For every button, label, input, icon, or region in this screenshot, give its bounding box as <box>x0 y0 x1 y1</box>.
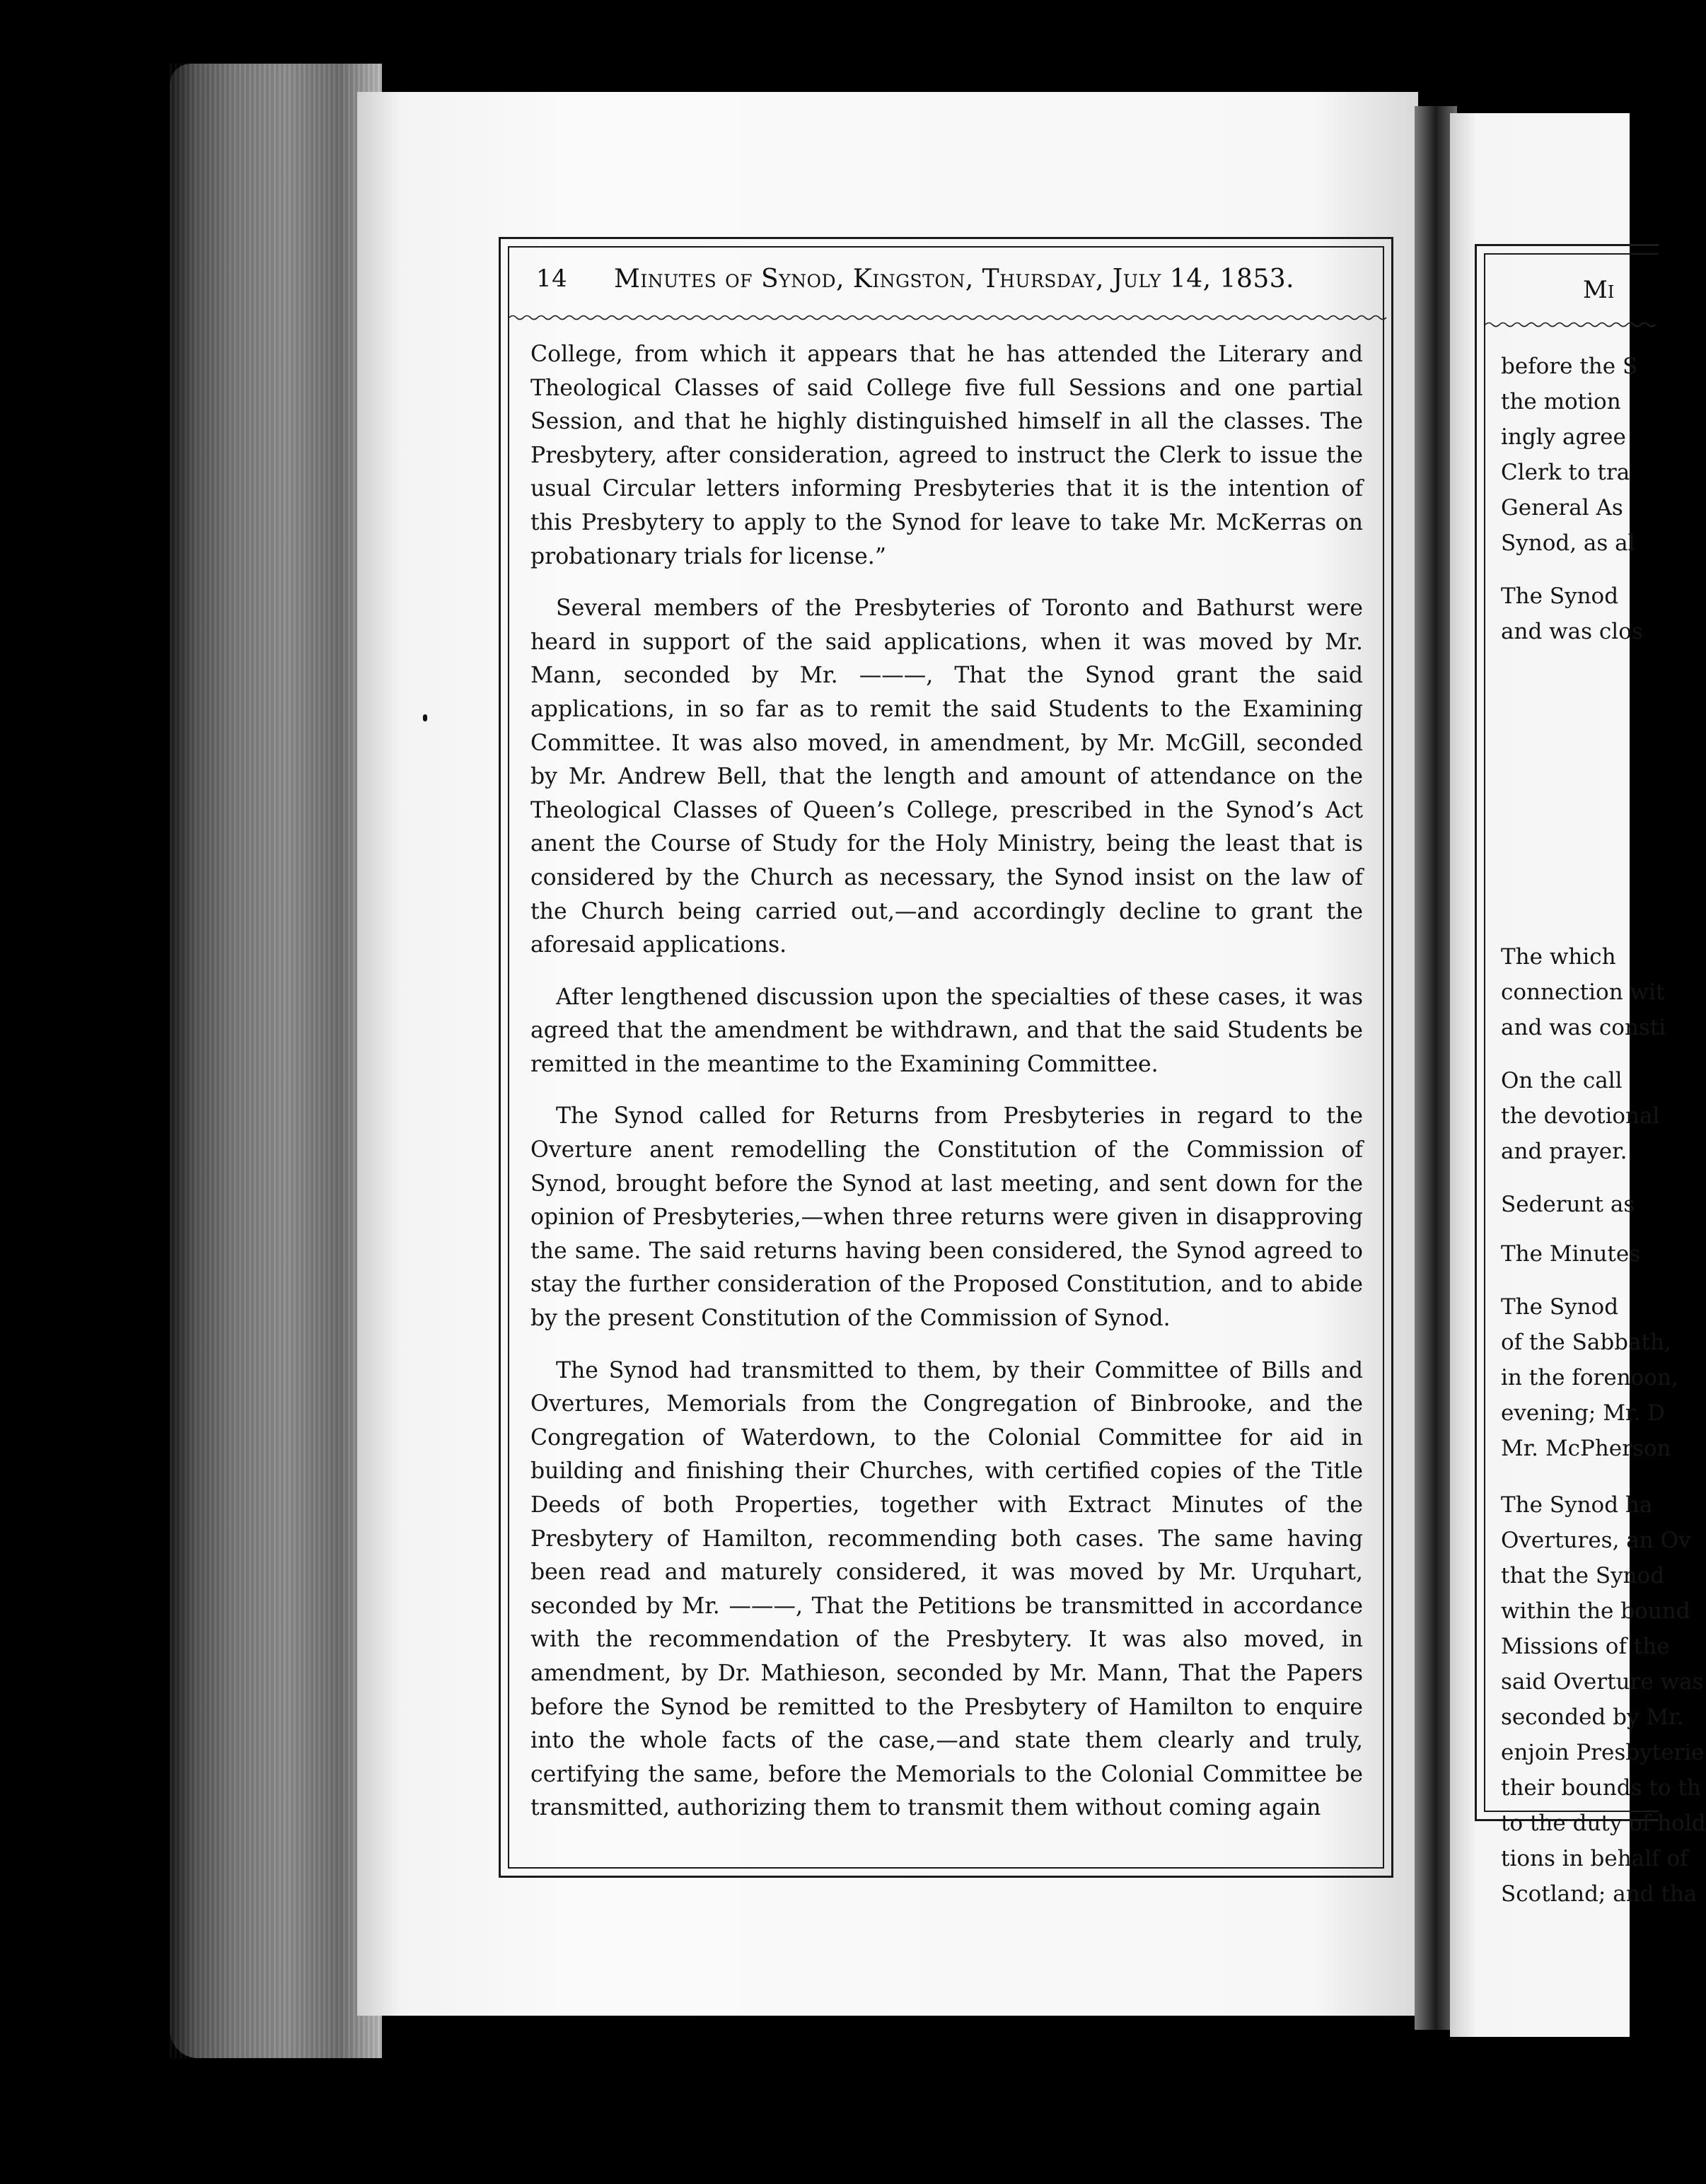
right-page-line: The which <box>1501 944 1616 970</box>
right-page-line: evening; Mr. D <box>1501 1400 1665 1426</box>
right-page-line: the devotional <box>1501 1103 1660 1129</box>
page-header <box>509 248 1383 310</box>
right-page-line: Sederunt as <box>1501 1192 1635 1217</box>
right-page-line: and was clos <box>1501 619 1643 644</box>
right-page-line: within the bound <box>1501 1598 1690 1624</box>
right-page-line: before the S <box>1501 354 1638 379</box>
right-page-line: of the Sabbath, <box>1501 1330 1671 1355</box>
right-page-line: The Synod <box>1501 1294 1619 1320</box>
right-page-line: General As <box>1501 495 1623 521</box>
right-page-inner-frame <box>1484 253 1706 1907</box>
right-page-line: The Synod ha <box>1501 1492 1653 1518</box>
right-page-line: in the forenoon, <box>1501 1365 1678 1390</box>
right-page-line: ingly agree <box>1501 424 1626 450</box>
right-page-line: Scotland; and tha <box>1501 1881 1698 1907</box>
right-page-line: seconded by Mr. <box>1501 1704 1684 1730</box>
right-page-line: Overtures, an Ov <box>1501 1528 1691 1553</box>
right-page-frame <box>1475 244 1706 1907</box>
right-running-head: Mi <box>1583 276 1615 304</box>
paragraph: After lengthened discussion upon the specialties of these cases, it was agreed that the amendment be withdrawn, and that the said Students be remitted in the meantime to the Examining Committee. <box>530 984 1363 1077</box>
right-page-line: On the call <box>1501 1068 1623 1093</box>
ink-speck <box>423 714 427 721</box>
right-page-line: and prayer. <box>1501 1139 1627 1164</box>
right-page-line: Mr. McPherson <box>1501 1436 1671 1461</box>
header-wavy-rule <box>509 313 1386 323</box>
right-page-line: that the Synod <box>1501 1563 1665 1588</box>
book-page-edges <box>170 64 382 2058</box>
right-page-line: connection wit <box>1501 980 1665 1005</box>
right-page-line: the motion <box>1501 389 1621 414</box>
left-page-inner-frame <box>508 246 1384 1869</box>
right-page-line: and was consti <box>1501 1015 1666 1040</box>
paragraph: Several members of the Presbyteries of Toronto and Bathurst were heard in support of the said applications, when it was moved by Mr. Mann, seconded by Mr. ———, That the Synod grant the said applications, in so far as to remit the said Students to the Examining Committee. It was also moved, in amendment, by Mr. McGill, seconded by Mr. Andrew Bell, that the length and amount of attendance on the Theological Classes of Queen’s College, prescribed in the Synod’s Act anent the Course of Study for the Holy Ministry, being the least that is considered by the Church as necessary, the Synod insist on the law of the Church being carried out,—and accordingly decline to grant the aforesaid applications. <box>530 596 1363 958</box>
right-page-line: their bounds to th <box>1501 1775 1701 1801</box>
right-header-wavy-rule <box>1485 320 1655 330</box>
right-page-line: said Overture was <box>1501 1669 1704 1695</box>
page-number: 14 <box>536 265 568 293</box>
right-page-line: The Minutes <box>1501 1241 1641 1267</box>
running-head: Minutes of Synod, Kingston, Thursday, July 14, 1853. <box>614 264 1295 294</box>
right-page-line: The Synod <box>1501 583 1619 609</box>
right-page-line: to the duty of hold <box>1501 1811 1706 1836</box>
paragraph: College, from which it appears that he has attended the Literary and Theological Classes of said College five full Sessions and one partial Session, and that he highly distinguished himself in all the classes. The Presbytery, after consideration, agreed to instruct the Clerk to issue the usual Circular letters informing Presbyteries that it is the intention of this Presbytery to apply to the Synod for leave to take Mr. McKerras on probationary trials for license.” <box>530 342 1363 569</box>
paragraph: The Synod had transmitted to them, by their Committee of Bills and Overtures, Memorials from the Congregation of Binbrooke, and the Congregation of Waterdown, to the Colonial Committee for aid in building and finishing their Churches, with certified copies of the Title Deeds of both Properties, together with Extract Minutes of the Presbytery of Hamilton, recommending both cases. The same having been read and maturely considered, it was moved by Mr. Urquhart, seconded by Mr. ———, That the Petitions be transmitted in accordance with the recommendation of the Presbytery. It was also moved, in amendment, by Dr. Mathieson, seconded by Mr. Mann, That the Papers before the Synod be remitted to the Presbytery of Hamilton to enquire into the whole facts of the case,—and state them clearly and truly, certifying the same, before the Memorials to the Colonial Committee be transmitted, authorizing them to transmit them without coming again <box>530 1357 1363 1821</box>
right-page-line: Missions of the <box>1501 1634 1670 1659</box>
right-page-line: tions in behalf of <box>1501 1846 1688 1871</box>
right-page-line: Clerk to tra <box>1501 460 1630 485</box>
right-page-line: Synod, as al <box>1501 530 1635 556</box>
left-page-frame <box>499 237 1393 1878</box>
page-body <box>530 338 1363 1844</box>
right-page-line: enjoin Presbyterie <box>1501 1740 1705 1765</box>
paragraph: The Synod called for Returns from Presbyteries in regard to the Overture anent remodelling the Constitution of the Commission of Synod, brought before the Synod at last meeting, and sent down for the opinion of Presbyteries,—when three returns were given in disapproving the same. The said returns having been considered, the Synod agreed to stay the further consideration of the Proposed Constitution, and to abide by the present Constitution of the Commission of Synod. <box>530 1103 1363 1332</box>
